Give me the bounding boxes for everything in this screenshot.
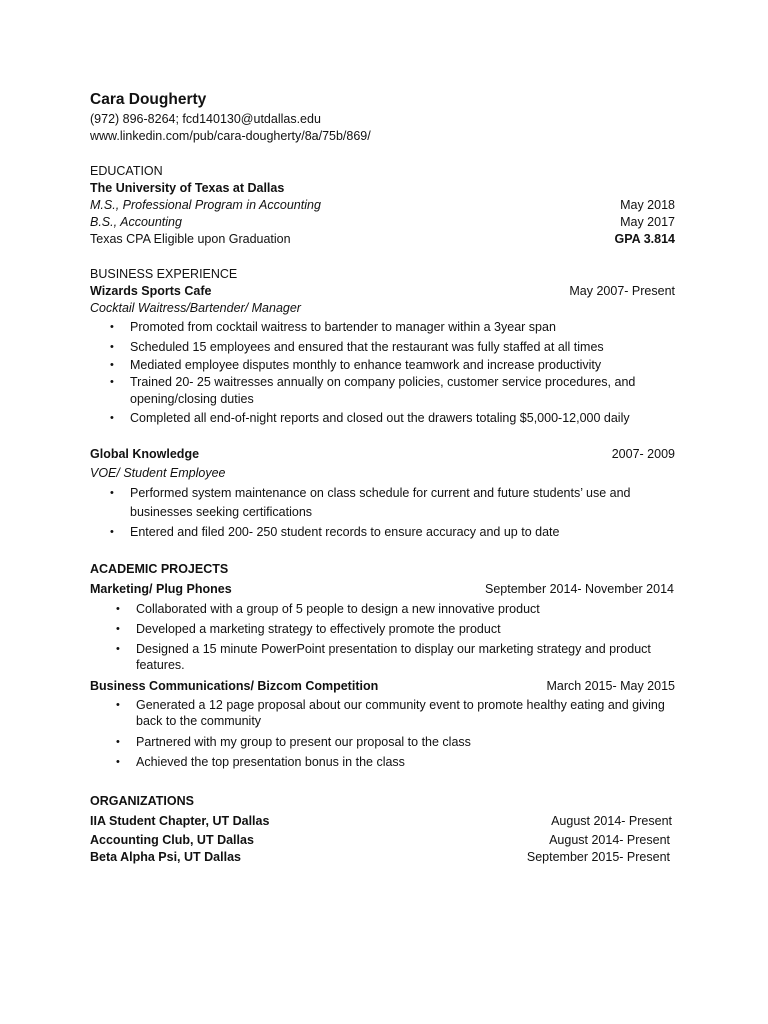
project2-title: Business Communications/ Bizcom Competition bbox=[90, 679, 379, 693]
linkedin-url: www.linkedin.com/pub/cara-dougherty/8a/75b/869/ bbox=[90, 129, 371, 143]
job1-bullet-1: Promoted from cocktail waitress to bartender to manager within a 3year span bbox=[130, 320, 556, 334]
bs-date: May 2017 bbox=[620, 215, 675, 229]
bullet-icon: • bbox=[110, 359, 114, 371]
job1-title: Cocktail Waitress/Bartender/ Manager bbox=[90, 301, 301, 315]
job2-bullet-2: Entered and filed 200- 250 student records to ensure accuracy and up to date bbox=[130, 525, 560, 539]
bullet-icon: • bbox=[116, 643, 120, 655]
job2-employer: Global Knowledge bbox=[90, 447, 200, 461]
bullet-icon: • bbox=[110, 487, 114, 499]
bullet-icon: • bbox=[110, 412, 114, 424]
experience-heading: BUSINESS EXPERIENCE bbox=[90, 267, 238, 281]
job2-bullet-1a: Performed system maintenance on class schedule for current and future students’ use and bbox=[130, 486, 631, 500]
bullet-icon: • bbox=[110, 376, 114, 388]
bullet-icon: • bbox=[110, 321, 114, 333]
contact-line: (972) 896-8264; fcd140130@utdallas.edu bbox=[90, 112, 321, 126]
project2-bullet-2: Partnered with my group to present our proposal to the class bbox=[136, 735, 471, 749]
bullet-icon: • bbox=[110, 526, 114, 538]
project1-bullet-3a: Designed a 15 minute PowerPoint presentation to display our marketing strategy and product bbox=[136, 642, 651, 656]
org1-name: IIA Student Chapter, UT Dallas bbox=[90, 814, 270, 828]
projects-heading: ACADEMIC PROJECTS bbox=[90, 562, 229, 576]
job1-bullet-4b: opening/closing duties bbox=[130, 392, 254, 406]
bullet-icon: • bbox=[116, 756, 120, 768]
ms-degree: M.S., Professional Program in Accounting bbox=[90, 198, 321, 212]
job1-bullet-5: Completed all end-of-night reports and closed out the drawers totaling $5,000-12,000 daily bbox=[130, 411, 630, 425]
job1-bullet-2: Scheduled 15 employees and ensured that the restaurant was fully staffed at all times bbox=[130, 340, 604, 354]
bullet-icon: • bbox=[116, 603, 120, 615]
org2-date: August 2014- Present bbox=[549, 833, 670, 847]
organizations-heading: ORGANIZATIONS bbox=[90, 794, 194, 808]
bullet-icon: • bbox=[116, 699, 120, 711]
project2-bullet-3: Achieved the top presentation bonus in the class bbox=[136, 755, 405, 769]
gpa: GPA 3.814 bbox=[614, 232, 675, 246]
job1-bullet-4a: Trained 20- 25 waitresses annually on company policies, customer service procedures, and bbox=[130, 375, 636, 389]
job1-bullet-3: Mediated employee disputes monthly to enhance teamwork and increase productivity bbox=[130, 358, 602, 372]
project2-dates: March 2015- May 2015 bbox=[546, 679, 675, 693]
bullet-icon: • bbox=[110, 341, 114, 353]
job2-bullet-1b: businesses seeking certifications bbox=[130, 505, 313, 519]
org2-name: Accounting Club, UT Dallas bbox=[90, 833, 254, 847]
education-heading: EDUCATION bbox=[90, 164, 163, 178]
project2-bullet-1b: back to the community bbox=[136, 714, 262, 728]
job1-employer: Wizards Sports Cafe bbox=[90, 284, 212, 298]
ms-date: May 2018 bbox=[620, 198, 675, 212]
project1-bullet-1: Collaborated with a group of 5 people to design a new innovative product bbox=[136, 602, 540, 616]
project1-bullet-3b: features. bbox=[136, 658, 185, 672]
project1-bullet-2: Developed a marketing strategy to effectively promote the product bbox=[136, 622, 501, 636]
project1-dates: September 2014- November 2014 bbox=[484, 582, 674, 596]
org3-date: September 2015- Present bbox=[526, 850, 670, 864]
bullet-icon: • bbox=[116, 623, 120, 635]
org3-name: Beta Alpha Psi, UT Dallas bbox=[90, 850, 241, 864]
project1-title: Marketing/ Plug Phones bbox=[90, 582, 232, 596]
project2-bullet-1a: Generated a 12 page proposal about our community event to promote healthy eating and giving bbox=[136, 698, 665, 712]
job1-dates: May 2007- Present bbox=[569, 284, 675, 298]
cpa-eligibility: Texas CPA Eligible upon Graduation bbox=[90, 232, 291, 246]
job2-dates: 2007- 2009 bbox=[611, 447, 675, 461]
school-name: The University of Texas at Dallas bbox=[90, 181, 285, 195]
job2-title: VOE/ Student Employee bbox=[90, 466, 226, 480]
candidate-name: Cara Dougherty bbox=[90, 91, 207, 108]
org1-date: August 2014- Present bbox=[551, 814, 672, 828]
bs-degree: B.S., Accounting bbox=[90, 215, 182, 229]
bullet-icon: • bbox=[116, 736, 120, 748]
